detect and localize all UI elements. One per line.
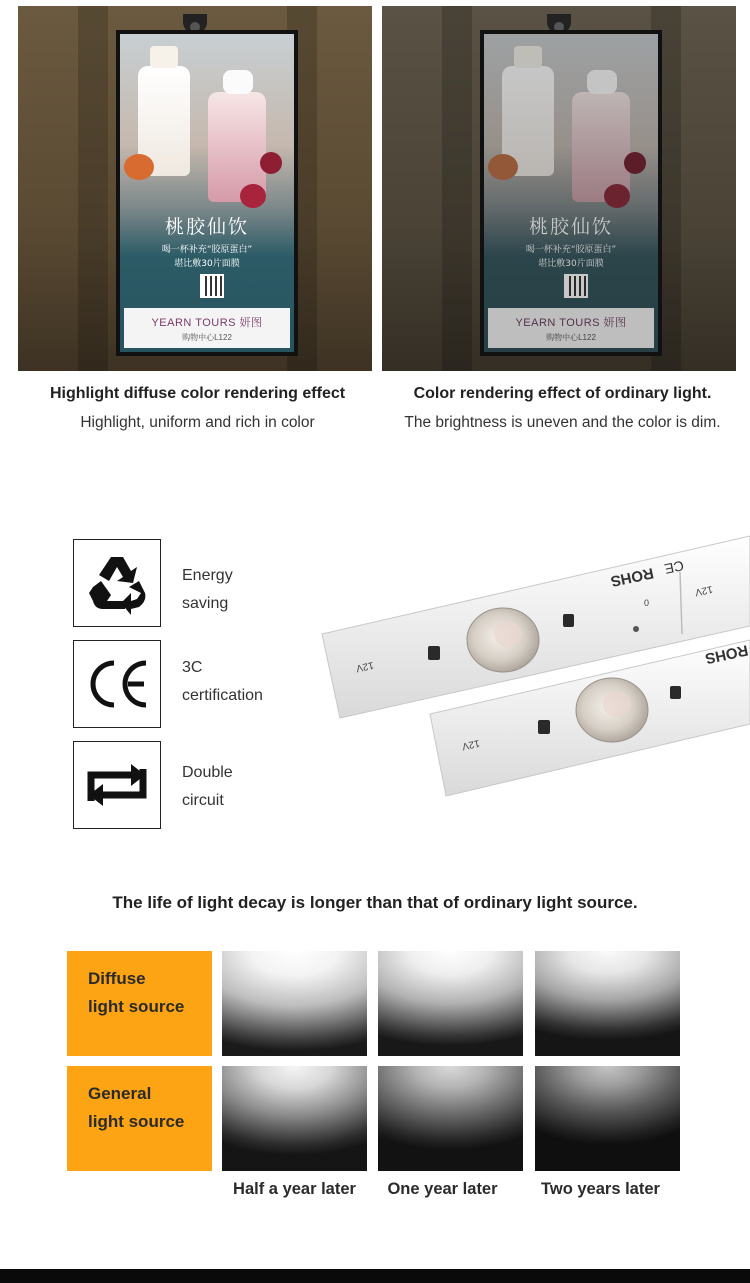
wall-pillar bbox=[78, 6, 108, 371]
poster-line: 堪比敷30片面膜 bbox=[174, 259, 240, 269]
recycle-icon bbox=[85, 551, 149, 615]
row-label-line: light source bbox=[88, 1112, 185, 1131]
poster-footer bbox=[488, 308, 654, 348]
right-caption-subtitle: The brightness is uneven and the color is dim. bbox=[404, 414, 721, 431]
poster-brand: YEARN TOURS 妍图 bbox=[151, 317, 263, 329]
row-label-line: General bbox=[88, 1084, 152, 1103]
feature-line: circuit bbox=[182, 792, 224, 809]
general-two-years-sample bbox=[535, 1066, 680, 1171]
qr-code-icon bbox=[564, 274, 588, 298]
double-circuit-badge bbox=[73, 741, 161, 829]
light-box-frame bbox=[116, 30, 298, 356]
feature-certification bbox=[182, 654, 263, 710]
left-caption-title: Highlight diffuse color rendering effect bbox=[49, 385, 346, 402]
poster-subtext: 购物中心L122 bbox=[182, 333, 232, 342]
fruit-image bbox=[604, 184, 630, 208]
certification-badge bbox=[73, 640, 161, 728]
rohs-label: ROHS bbox=[609, 564, 656, 590]
qr-code-icon bbox=[200, 274, 224, 298]
poster bbox=[120, 34, 294, 352]
feature-line: Energy bbox=[182, 567, 233, 584]
feature-energy-saving bbox=[182, 562, 233, 618]
row-label-line: Diffuse bbox=[88, 969, 146, 988]
fruit-image bbox=[124, 154, 154, 180]
voltage-label: 12V bbox=[460, 737, 481, 752]
column-label-one-year: One year later bbox=[387, 1180, 498, 1198]
section-title: The life of light decay is longer than that of ordinary light source. bbox=[112, 893, 638, 912]
left-caption-subtitle: Highlight, uniform and rich in color bbox=[80, 414, 315, 431]
row-label-line: light source bbox=[88, 997, 185, 1016]
poster-subtext: 购物中心L122 bbox=[546, 333, 596, 342]
light-box-frame bbox=[480, 30, 662, 356]
diffuse-two-years-sample bbox=[535, 951, 680, 1056]
poster-title: 桃胶仙饮 bbox=[528, 216, 613, 238]
row-label-diffuse bbox=[67, 951, 212, 1056]
poster-brand: YEARN TOURS 妍图 bbox=[515, 317, 627, 329]
poster-footer bbox=[124, 308, 290, 348]
feature-line: certification bbox=[182, 687, 263, 704]
energy-saving-badge bbox=[73, 539, 161, 627]
fruit-image bbox=[240, 184, 266, 208]
feature-line: 3C bbox=[182, 659, 203, 676]
column-label-half-year: Half a year later bbox=[233, 1180, 356, 1198]
column-label-two-years: Two years later bbox=[541, 1180, 660, 1198]
fruit-image bbox=[260, 152, 282, 174]
general-half-year-sample bbox=[222, 1066, 367, 1171]
bottom-bar bbox=[0, 1269, 750, 1283]
fruit-image bbox=[624, 152, 646, 174]
fruit-image bbox=[488, 154, 518, 180]
feature-line: saving bbox=[182, 595, 229, 612]
ordinary-light-photo bbox=[382, 6, 736, 371]
double-circuit-icon bbox=[81, 761, 153, 809]
poster-line: 喝一杯补充“胶原蛋白” bbox=[525, 245, 617, 255]
feature-line: Double bbox=[182, 764, 233, 781]
highlight-diffuse-photo bbox=[18, 6, 372, 371]
poster-line: 堪比敷30片面膜 bbox=[538, 259, 604, 269]
diffuse-half-year-sample bbox=[222, 951, 367, 1056]
diffuse-one-year-sample bbox=[378, 951, 523, 1056]
poster-line: 喝一杯补充“胶原蛋白” bbox=[161, 245, 253, 255]
general-one-year-sample bbox=[378, 1066, 523, 1171]
voltage-label: 12V bbox=[693, 583, 714, 598]
ce-mark-icon bbox=[84, 657, 150, 711]
wall-pillar bbox=[442, 6, 472, 371]
poster-title: 桃胶仙饮 bbox=[164, 216, 249, 238]
right-caption-title: Color rendering effect of ordinary light. bbox=[413, 385, 712, 402]
led-strip-image bbox=[318, 528, 750, 808]
rohs-label: ROHS bbox=[703, 641, 750, 667]
led-strip-drawing bbox=[318, 528, 750, 808]
ce-label: CE bbox=[662, 557, 686, 578]
feature-double-circuit bbox=[182, 759, 233, 815]
zero-label: 0 bbox=[644, 598, 650, 608]
poster bbox=[484, 34, 658, 352]
row-label-general bbox=[67, 1066, 212, 1171]
voltage-label: 12V bbox=[354, 659, 375, 674]
